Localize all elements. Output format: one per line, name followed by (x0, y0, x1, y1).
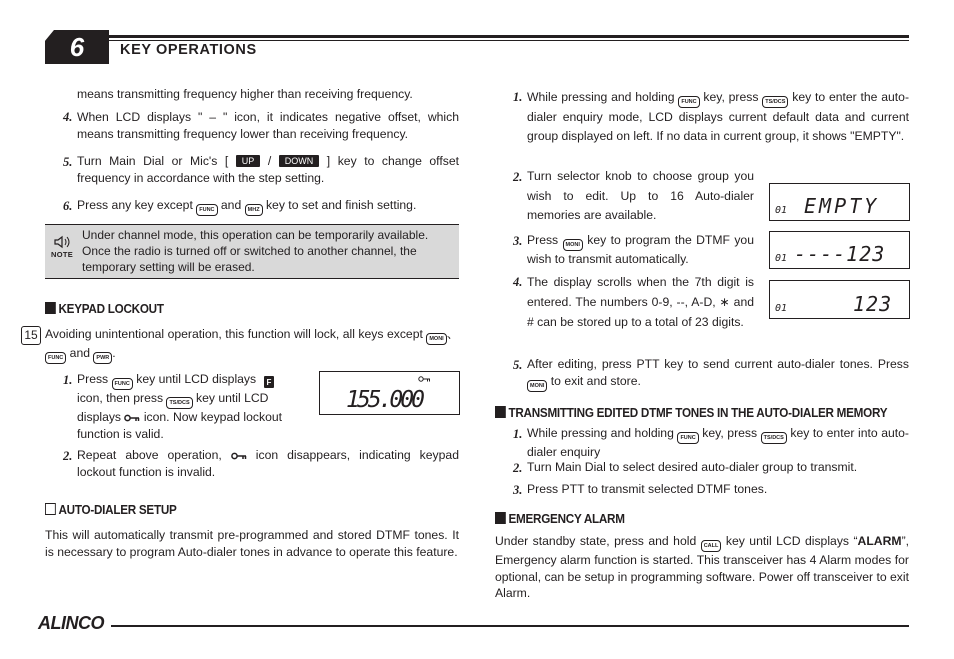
r-step-4-text: The display scrolls when the 7th digit is entered. The numbers 0-9, --, A-D, ∗ and # can be stored up to a total of 23 digits. (527, 275, 754, 329)
lockout-step-1-number: 1. (63, 373, 73, 387)
moni-key: MONI (563, 239, 583, 251)
item-5-number: 5. (63, 155, 73, 169)
tsdcs-key: TS/DCS (761, 432, 787, 444)
lcd-text: EMPTY (804, 194, 880, 218)
emergency-heading: EMERGENCY ALARM (495, 511, 625, 526)
tsdcs-key: TS/DCS (166, 397, 192, 409)
r-step-2-number: 2. (513, 170, 523, 184)
filled-square-icon (495, 512, 506, 524)
key-lock-icon (231, 452, 247, 460)
note-label: NOTE (51, 250, 74, 259)
t-step-1-text: While pressing and holding FUNC key, press TS/DCS key to enter into auto-dialer enquiry (527, 426, 909, 459)
lcd-group: 01 (775, 205, 788, 216)
filled-square-icon (495, 406, 506, 418)
lockout-step-1-text: Press FUNC key until LCD displays F icon, then press TS/DCS key until LCD displays icon. Now keypad lockout function is valid. (77, 372, 283, 441)
chapter-number: 6 (69, 32, 85, 62)
header-rule-thick (109, 35, 909, 38)
f-indicator-icon: F (264, 376, 275, 388)
note-text: Under channel mode, this operation can be temporarily available. Once the radio is turned off or switched to another channel, the temporary setting will be erased. (82, 228, 429, 274)
open-square-icon (45, 503, 56, 515)
lcd-group: 01 (775, 303, 788, 314)
keypad-lockout-heading: KEYPAD LOCKOUT (45, 301, 164, 316)
alinco-logo: ALINCO (38, 613, 104, 633)
lcd-dtmf-display (769, 231, 910, 269)
keypad-lockout-intro: Avoiding unintentional operation, this function will lock, all keys except MONI 、FUNC and PWR . (45, 326, 459, 364)
footer-rule (111, 625, 909, 627)
lcd-empty-display (769, 183, 910, 221)
auto-dialer-text: This will automatically transmit pre-programmed and stored DTMF tones. It is necessary to program Auto-dialer tones in advance to operate this feature. (45, 528, 459, 559)
item-5-text: Turn Main Dial or Mic's [ UP / DOWN ] key to change offset frequency in accordance with the step setting. (77, 154, 459, 185)
down-key: DOWN (279, 155, 320, 167)
item-6-text: Press any key except FUNC and MHZ key to set and finish setting. (77, 197, 459, 216)
moni-key: MONI (426, 333, 446, 345)
filled-square-icon (45, 302, 56, 314)
t-step-3-number: 3. (513, 483, 523, 497)
r-step-3-text: Press MONI key to program the DTMF you wish to transmit automatically. (527, 233, 754, 266)
item-4-number: 4. (63, 110, 73, 124)
func-key: FUNC (678, 96, 699, 108)
lcd-text: ----123 (794, 242, 886, 266)
call-key: CALL (701, 540, 722, 552)
pwr-key: PWR (93, 352, 112, 364)
lockout-step-2-text: Repeat above operation, icon disappears, indicating keypad lockout function is invalid. (77, 448, 459, 479)
continued-text: means transmitting frequency higher than receiving frequency. (77, 87, 413, 101)
tsdcs-key: TS/DCS (762, 96, 788, 108)
lcd-lock-display (319, 371, 460, 415)
r-step-1-text: While pressing and holding FUNC key, press TS/DCS key to enter the auto-dialer enquiry mode, LCD displays current default data and current group displayed on left. If no data in current group, it shows "EMPTY". (527, 90, 910, 143)
func-key: FUNC (112, 378, 133, 390)
lcd-frequency: 155.000 (346, 387, 426, 413)
header-title: KEY OPERATIONS (120, 42, 257, 58)
lcd-group: 01 (775, 253, 788, 264)
transmit-heading: TRANSMITTING EDITED DTMF TONES IN THE AUTO-DIALER MEMORY (495, 405, 887, 420)
func-key: FUNC (677, 432, 698, 444)
r-step-5-number: 5. (513, 358, 523, 372)
moni-key: MONI (527, 380, 547, 392)
header-rule-thin (109, 40, 909, 41)
t-step-3-text: Press PTT to transmit selected DTMF tones. (527, 482, 768, 496)
mhz-key: MHZ (245, 204, 263, 216)
item-4-text: When LCD displays " – " icon, it indicates negative offset, which means transmitting frequency lower than receiving frequency. (77, 110, 459, 141)
key-lock-icon (419, 377, 430, 382)
r-step-2-text: Turn selector knob to choose group you wish to edit. Up to 16 Auto-dialer memories are available. (527, 169, 754, 222)
t-step-2-number: 2. (513, 461, 523, 475)
t-step-1-number: 1. (513, 427, 523, 441)
r-step-4-number: 4. (513, 275, 523, 289)
emergency-text: Under standby state, press and hold CALL key until LCD displays “ALARM”, Emergency alarm function is started. This transceiver has 4 Alarm modes for optional, can be setup in programming software. Power off transceiver to exit Alarm. (495, 534, 910, 600)
lockout-step-2-number: 2. (63, 449, 73, 463)
lcd-text: 123 (853, 292, 893, 316)
t-step-2-text: Turn Main Dial to select desired auto-dialer group to transmit. (527, 460, 858, 474)
r-step-3-number: 3. (513, 234, 523, 248)
r-step-5-text: After editing, press PTT key to send current auto-dialer tones. Press MONI to exit and store. (527, 356, 909, 392)
auto-dialer-heading: AUTO-DIALER SETUP (45, 502, 177, 517)
r-step-1-number: 1. (513, 90, 523, 104)
func-key: FUNC (45, 352, 66, 364)
key-lock-icon (124, 414, 140, 422)
item-6-number: 6. (63, 199, 73, 213)
page-number: 15 (21, 326, 41, 345)
up-key: UP (236, 155, 261, 167)
func-key: FUNC (196, 204, 217, 216)
lcd-digits-display (769, 280, 910, 319)
